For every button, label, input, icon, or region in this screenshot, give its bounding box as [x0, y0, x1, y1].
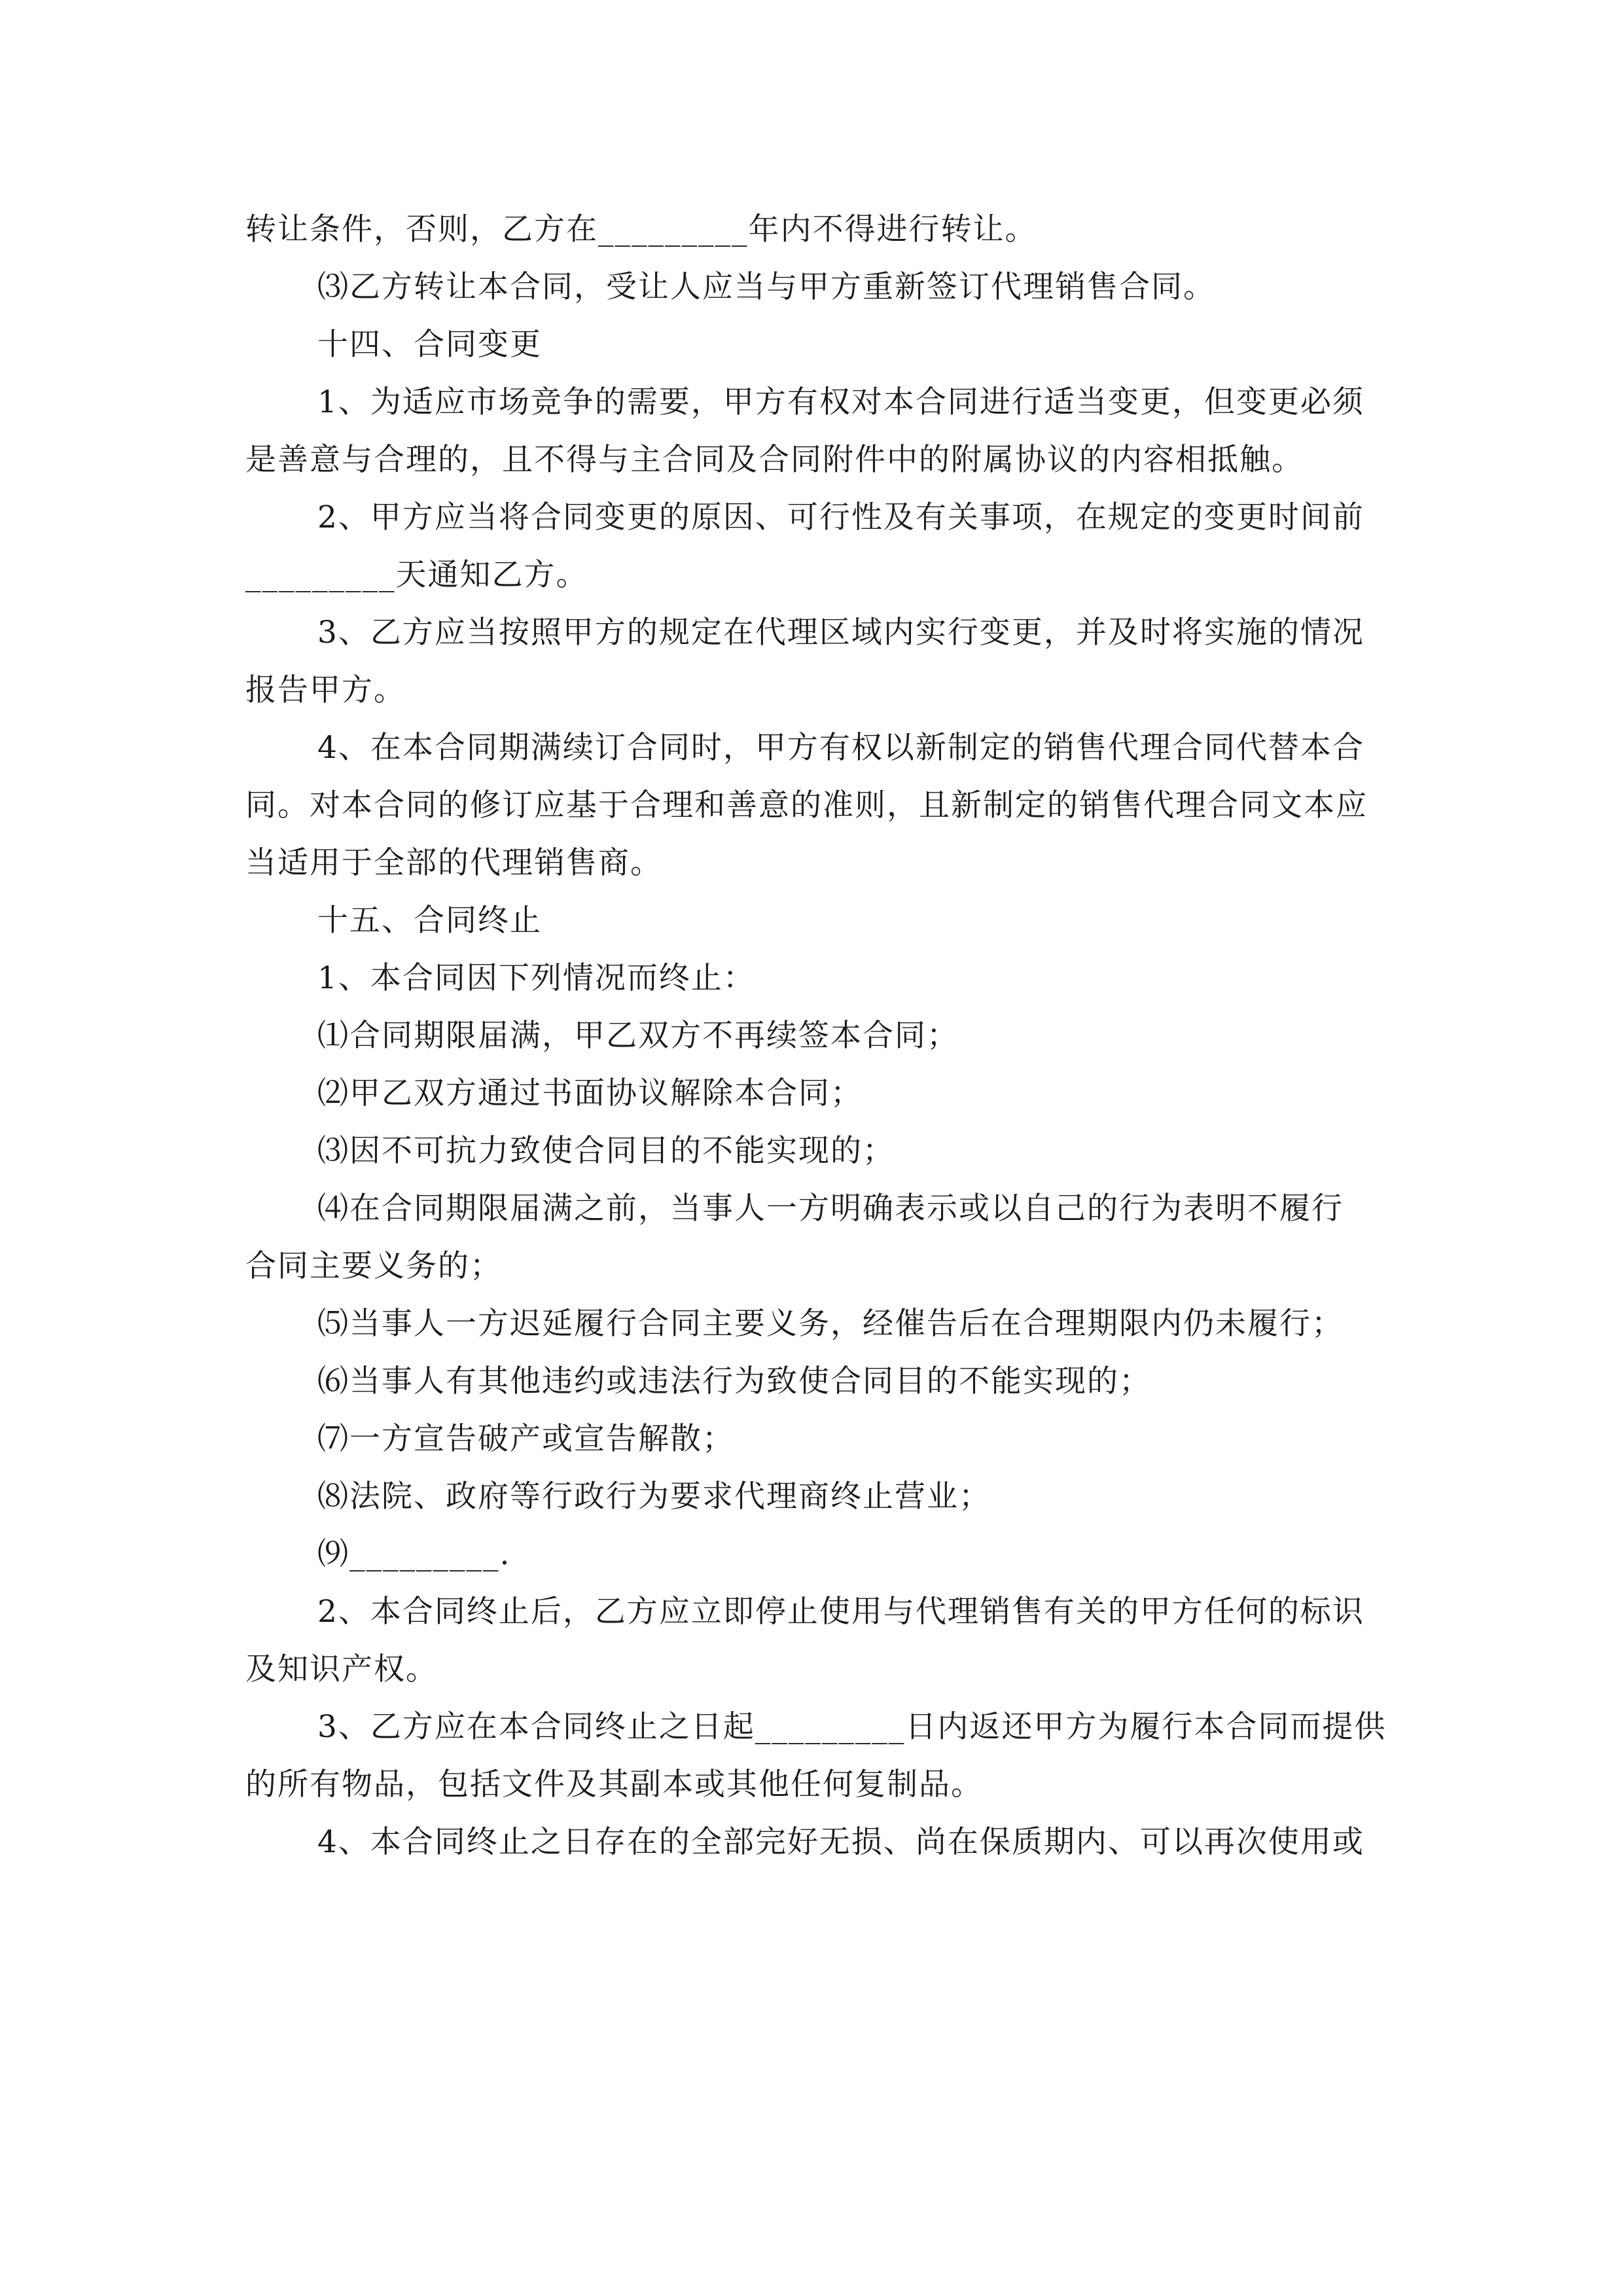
- list-item-termination-4: [245, 1180, 1383, 1295]
- line: 3、乙方应在本合同终止之日起_________日内返还甲方为履行本合同而提供: [317, 1709, 1387, 1745]
- line: 报告甲方。: [245, 672, 406, 708]
- line: 同。对本合同的修订应基于合理和善意的准则，且新制定的销售代理合同文本应: [245, 787, 1368, 823]
- line: ⑴合同期限届满，甲乙双方不再续签本合同；: [317, 1018, 959, 1054]
- line: 4、在本合同期满续订合同时，甲方有权以新制定的销售代理合同代替本合: [317, 730, 1364, 766]
- line: 及知识产权。: [245, 1651, 438, 1687]
- document-page: [245, 201, 1387, 1871]
- list-item-termination-2: [245, 1065, 1383, 1122]
- line: ⑼_________.: [317, 1536, 511, 1572]
- list-item-termination-6: [245, 1353, 1383, 1410]
- paragraph-change-item-2: [245, 489, 1383, 604]
- line: 1、本合同因下列情况而终止：: [317, 960, 755, 996]
- paragraph-clause-3-transfer: [245, 259, 1383, 316]
- list-item-termination-3: [245, 1122, 1383, 1180]
- line: ⑵甲乙双方通过书面协议解除本合同；: [317, 1075, 863, 1111]
- line: ⑸当事人一方迟延履行合同主要义务，经催告后在合理期限内仍未履行；: [317, 1306, 1344, 1342]
- line: ⑶乙方转让本合同，受让人应当与甲方重新签订代理销售合同。: [317, 269, 1215, 305]
- line: 2、甲方应当将合同变更的原因、可行性及有关事项，在规定的变更时间前: [317, 499, 1364, 535]
- line: 十四、合同变更: [317, 327, 542, 363]
- line: 3、乙方应当按照甲方的规定在代理区域内实行变更，并及时将实施的情况: [317, 615, 1364, 651]
- line: 当适用于全部的代理销售商。: [245, 845, 662, 881]
- line: ⑺一方宣告破产或宣告解散；: [317, 1421, 734, 1457]
- list-item-termination-5: [245, 1295, 1383, 1353]
- line: 1、为适应市场竞争的需要，甲方有权对本合同进行适当变更，但变更必须: [317, 384, 1364, 420]
- line: 转让条件，否则，乙方在_________年内不得进行转让。: [245, 211, 1037, 247]
- paragraph-change-item-4: [245, 719, 1383, 892]
- line: 的所有物品，包括文件及其副本或其他任何复制品。: [245, 1767, 983, 1803]
- list-item-termination-9: [245, 1526, 1383, 1583]
- line: ⑷在合同期限届满之前，当事人一方明确表示或以自己的行为表明不履行: [317, 1191, 1344, 1227]
- line: 是善意与合理的，且不得与主合同及合同附件中的附属协议的内容相抵触。: [245, 442, 1304, 478]
- line: 十五、合同终止: [317, 903, 542, 939]
- list-item-termination-7: [245, 1410, 1383, 1468]
- line: 4、本合同终止之日存在的全部完好无损、尚在保质期内、可以再次使用或: [317, 1824, 1364, 1860]
- line: ⑹当事人有其他违约或违法行为致使合同目的不能实现的；: [317, 1363, 1151, 1399]
- line: ⑻法院、政府等行政行为要求代理商终止营业；: [317, 1479, 991, 1515]
- line: 2、本合同终止后，乙方应立即停止使用与代理销售有关的甲方任何的标识: [317, 1594, 1364, 1630]
- paragraph-transfer-conditions: [245, 201, 1383, 259]
- line: ⑶因不可抗力致使合同目的不能实现的；: [317, 1133, 895, 1169]
- section-heading-contract-change: [245, 316, 1383, 374]
- paragraph-change-item-3: [245, 604, 1383, 719]
- paragraph-termination-item-2: [245, 1583, 1383, 1698]
- paragraph-termination-item-3: [245, 1698, 1387, 1814]
- list-item-termination-8: [245, 1468, 1383, 1526]
- paragraph-termination-item-4: [245, 1814, 1383, 1871]
- line: 合同主要义务的；: [245, 1248, 502, 1284]
- paragraph-termination-item-1: [245, 950, 1383, 1007]
- list-item-termination-1: [245, 1007, 1383, 1065]
- line: _________天通知乙方。: [245, 557, 588, 593]
- section-heading-contract-termination: [245, 892, 1383, 950]
- paragraph-change-item-1: [245, 374, 1383, 489]
